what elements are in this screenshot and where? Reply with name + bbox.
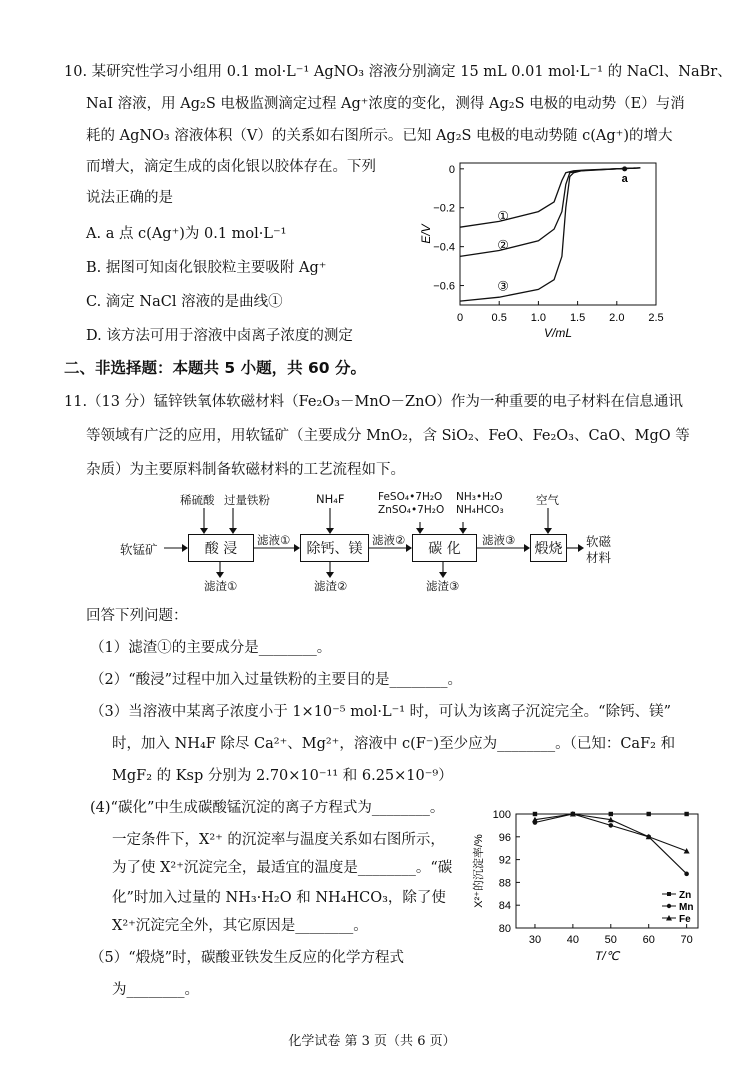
point-a-label: a [621,172,628,185]
x-tick-label: 30 [528,934,542,946]
reagent-iron-powder: 过量铁粉 [224,493,270,507]
q10-line5: 说法正确的是 [86,190,173,206]
titration-curve-3 [460,168,640,301]
data-point-mn [608,823,613,828]
data-point-zn [533,812,537,816]
curve-label-1: ① [497,208,509,224]
answer-prompt: 回答下列问题： [86,608,188,624]
q11-part1: （1）滤渣①的主要成分是________。 [90,640,332,656]
y-tick-label: 96 [498,831,511,844]
reagent-znso4: ZnSO₄•7H₂O [378,504,445,516]
y-tick-label: 0 [448,163,455,176]
x-axis-label: T/℃ [594,949,620,963]
residue-2: 滤渣② [314,579,348,593]
x-tick-label: 0.5 [491,312,507,324]
y-tick-label: 80 [498,923,511,935]
q11-line2: 等领域有广泛的应用，用软锰矿（主要成分 MnO₂，含 SiO₂、FeO、Fe₂O₃、CaO、MgO 等 [86,428,690,444]
point-a-marker [622,166,627,171]
filtrate-3: 滤液③ [482,533,516,547]
q11-part5-line2: 为________。 [112,982,199,998]
q10-line1: 10. 某研究性学习小组用 0.1 mol·L⁻¹ AgNO₃ 溶液分别滴定 15 mL 0.01 mol·L⁻¹ 的 NaCl、NaBr、 [64,64,732,80]
series-line-mn [535,814,687,874]
process-flow-diagram [120,488,640,596]
data-point-zn [647,812,651,816]
y-axis-label: E/V [419,224,433,244]
curve-label-2: ② [497,237,509,253]
q10-option-b: B. 据图可知卤化银胶粒主要吸附 Ag⁺ [86,260,327,276]
legend-label-mn: Mn [679,902,694,913]
q10-line4: 而增大，滴定生成的卤化银以胶体存在。下列 [86,159,376,175]
q11-part3-line3: MgF₂ 的 Ksp 分别为 2.70×10⁻¹¹ 和 6.25×10⁻⁹） [112,768,453,784]
y-tick-label: −0.2 [433,202,455,215]
reagent-feso4: FeSO₄•7H₂O [378,491,443,503]
x-tick-label: 2.0 [609,312,625,324]
q11-part4-line3: 为了使 X²⁺沉淀完全，最适宜的温度是________。“碳 [112,860,453,876]
x-tick-label: 2.5 [648,312,664,324]
y-tick-label: −0.6 [433,280,455,293]
legend-marker-mn [667,904,671,908]
step-calcination: 煅烧 [530,534,567,562]
x-tick-label: 0 [456,312,464,324]
residue-3: 滤渣③ [426,579,460,593]
legend-label-fe: Fe [679,914,691,925]
page-footer: 化学试卷 第 3 页（共 6 页） [288,1034,456,1049]
q11-line3: 杂质）为主要原料制备软磁材料的工艺流程如下。 [86,462,405,478]
q11-part4-line1: (4)“碳化”中生成碳酸锰沉淀的离子方程式为________。 [90,800,445,816]
precipitation-rate-chart [470,800,710,972]
q11-part4-line4: 化”时加入过量的 NH₃·H₂O 和 NH₄HCO₃，除了使 [112,890,446,906]
x-tick-label: 70 [680,934,693,946]
x-tick-label: 1.5 [569,312,586,324]
y-axis-label: X²⁺的沉淀率/% [473,834,485,908]
reagent-sulfuric-acid: 稀硫酸 [180,493,215,507]
reagent-nh4f: NH₄F [316,492,345,506]
data-point-zn [609,812,613,816]
y-tick-label: 100 [492,809,511,821]
y-tick-label: 88 [498,877,511,890]
y-tick-label: 84 [498,900,511,913]
section-heading: 二、非选择题：本题共 5 小题，共 60 分。 [64,359,366,377]
legend-marker-zn [667,892,671,896]
data-point-mn [684,872,689,877]
curve-label-3: ③ [497,278,509,294]
titration-curve-2 [460,168,640,257]
step-remove-ca-mg: 除钙、镁 [300,534,369,562]
product-label-b: 材料 [586,550,612,565]
x-axis-label: V/mL [543,326,573,340]
step-carbonization: 碳 化 [412,534,477,562]
q11-part2: （2）“酸浸”过程中加入过量铁粉的主要目的是________。 [90,672,463,688]
plot-frame [516,814,698,928]
q11-line1: 11.（13 分）锰锌铁氧体软磁材料（Fe₂O₃－MnO－ZnO）作为一种重要的电子材料在信息通讯 [64,394,683,410]
residue-1: 滤渣① [204,579,238,593]
reagent-nh4hco3: NH₄HCO₃ [456,504,504,516]
raw-material-label: 软锰矿 [120,542,158,557]
q11-part4-line2: 一定条件下，X²⁺ 的沉淀率与温度关系如右图所示， [112,832,445,848]
x-tick-label: 40 [566,934,579,946]
q11-part5-line1: （5）“煅烧”时，碳酸亚铁发生反应的化学方程式 [90,950,405,966]
q10-line3: 耗的 AgNO₃ 溶液体积（V）的关系如右图所示。已知 Ag₂S 电极的电动势随 c(Ag⁺)的增大 [86,128,673,144]
x-tick-label: 60 [642,934,655,946]
filtrate-1: 滤液① [257,533,291,547]
titration-curve-1 [460,168,640,227]
q11-part3-line2: 时，加入 NH₄F 除尽 Ca²⁺、Mg²⁺，溶液中 c(F⁻)至少应为________。（已知：CaF₂ 和 [112,736,676,752]
q10-option-d: D. 该方法可用于溶液中卤离子浓度的测定 [86,328,353,344]
x-tick-label: 1.0 [530,312,547,324]
step-acid-leach: 酸 浸 [188,534,254,562]
q10-line2: NaI 溶液，用 Ag₂S 电极监测滴定过程 Ag⁺浓度的变化，测得 Ag₂S 电极的电动势（E）与消 [86,96,685,112]
y-tick-label: 92 [498,854,511,867]
reagent-nh3h2o: NH₃•H₂O [456,491,503,503]
data-point-zn [684,812,688,816]
product-label-a: 软磁 [586,534,612,549]
y-tick-label: −0.4 [433,241,455,254]
legend-label-zn: Zn [679,890,692,901]
q10-option-c: C. 滴定 NaCl 溶液的是曲线① [86,294,283,310]
x-tick-label: 50 [604,934,617,946]
q11-part3-line1: （3）当溶液中某离子浓度小于 1×10⁻⁵ mol·L⁻¹ 时，可认为该离子沉淀完全。“除钙、镁” [90,704,671,720]
q11-part4-line5: X²⁺沉淀完全外，其它原因是________。 [112,918,368,934]
q10-option-a: A. a 点 c(Ag⁺)为 0.1 mol·L⁻¹ [86,226,287,242]
filtrate-2: 滤液② [372,533,406,547]
titration-chart [418,155,678,345]
reagent-air: 空气 [536,493,559,507]
